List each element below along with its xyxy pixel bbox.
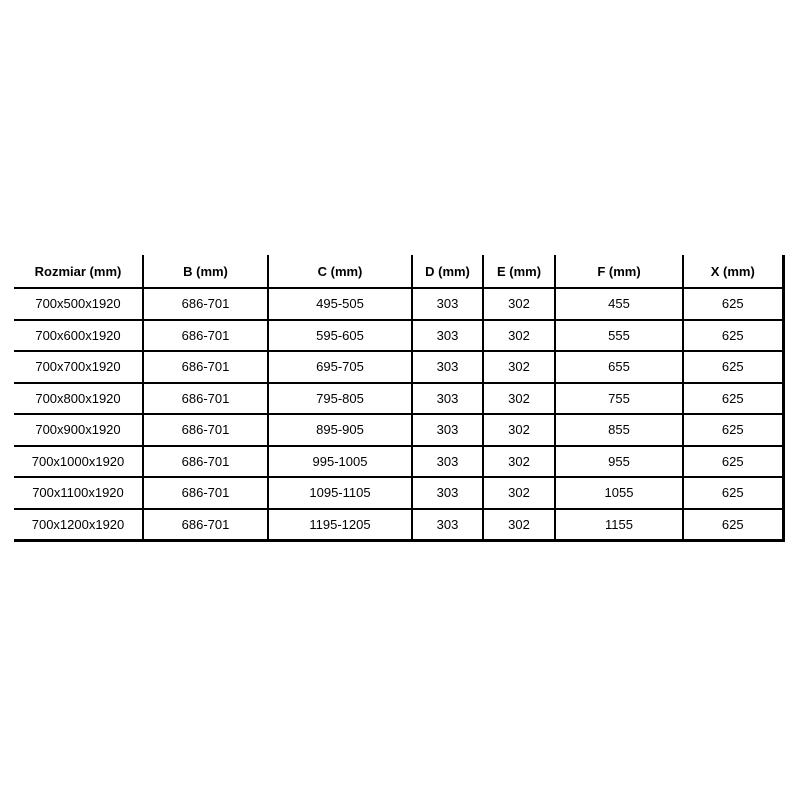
table-cell: 303 <box>412 288 483 320</box>
table-cell: 695-705 <box>268 351 412 383</box>
table-header-cell: F (mm) <box>555 255 683 288</box>
table-cell: 302 <box>483 351 555 383</box>
table-cell: 995-1005 <box>268 446 412 478</box>
table-cell: 302 <box>483 414 555 446</box>
table-cell: 303 <box>412 320 483 352</box>
table-cell: 303 <box>412 446 483 478</box>
table-cell: 1195-1205 <box>268 509 412 541</box>
table-cell: 686-701 <box>143 414 268 446</box>
table-header-cell: Rozmiar (mm) <box>14 255 143 288</box>
table-row <box>14 288 783 320</box>
table-cell: 303 <box>412 351 483 383</box>
table-row <box>14 446 783 478</box>
table-cell: 686-701 <box>143 320 268 352</box>
table-cell: 686-701 <box>143 351 268 383</box>
table-cell: 625 <box>683 320 783 352</box>
table-row <box>14 509 783 541</box>
spec-table <box>14 255 785 542</box>
table-cell: 700x1100x1920 <box>14 477 143 509</box>
table-cell: 625 <box>683 509 783 541</box>
table-cell: 1095-1105 <box>268 477 412 509</box>
table-cell: 1055 <box>555 477 683 509</box>
table-cell: 302 <box>483 477 555 509</box>
table-cell: 495-505 <box>268 288 412 320</box>
table-header-row <box>14 255 783 288</box>
table-cell: 302 <box>483 383 555 415</box>
table-cell: 700x600x1920 <box>14 320 143 352</box>
table-row <box>14 351 783 383</box>
table-cell: 625 <box>683 288 783 320</box>
table-cell: 755 <box>555 383 683 415</box>
table-cell: 700x700x1920 <box>14 351 143 383</box>
table-cell: 625 <box>683 351 783 383</box>
table-row <box>14 414 783 446</box>
table-cell: 700x500x1920 <box>14 288 143 320</box>
table-cell: 686-701 <box>143 509 268 541</box>
table-cell: 686-701 <box>143 477 268 509</box>
table-cell: 795-805 <box>268 383 412 415</box>
table-cell: 700x800x1920 <box>14 383 143 415</box>
table-cell: 303 <box>412 414 483 446</box>
table-cell: 625 <box>683 446 783 478</box>
table-cell: 700x1000x1920 <box>14 446 143 478</box>
table-cell: 895-905 <box>268 414 412 446</box>
table-cell: 302 <box>483 446 555 478</box>
table-cell: 686-701 <box>143 288 268 320</box>
table-cell: 1155 <box>555 509 683 541</box>
table-cell: 625 <box>683 383 783 415</box>
table-header-cell: D (mm) <box>412 255 483 288</box>
table-body <box>14 288 783 541</box>
table-cell: 303 <box>412 383 483 415</box>
table-cell: 455 <box>555 288 683 320</box>
table-cell: 595-605 <box>268 320 412 352</box>
table-cell: 302 <box>483 320 555 352</box>
table-cell: 700x900x1920 <box>14 414 143 446</box>
table-cell: 955 <box>555 446 683 478</box>
table-cell: 855 <box>555 414 683 446</box>
table-cell: 700x1200x1920 <box>14 509 143 541</box>
table-cell: 625 <box>683 414 783 446</box>
table-row <box>14 477 783 509</box>
table-cell: 303 <box>412 509 483 541</box>
table-cell: 302 <box>483 509 555 541</box>
table-cell: 555 <box>555 320 683 352</box>
table-header-cell: B (mm) <box>143 255 268 288</box>
table-cell: 686-701 <box>143 446 268 478</box>
table-row <box>14 320 783 352</box>
table-header-cell: E (mm) <box>483 255 555 288</box>
table-cell: 655 <box>555 351 683 383</box>
table-cell: 303 <box>412 477 483 509</box>
table-row <box>14 383 783 415</box>
table-header-cell: X (mm) <box>683 255 783 288</box>
table-cell: 625 <box>683 477 783 509</box>
table-cell: 686-701 <box>143 383 268 415</box>
table-cell: 302 <box>483 288 555 320</box>
table-header-cell: C (mm) <box>268 255 412 288</box>
